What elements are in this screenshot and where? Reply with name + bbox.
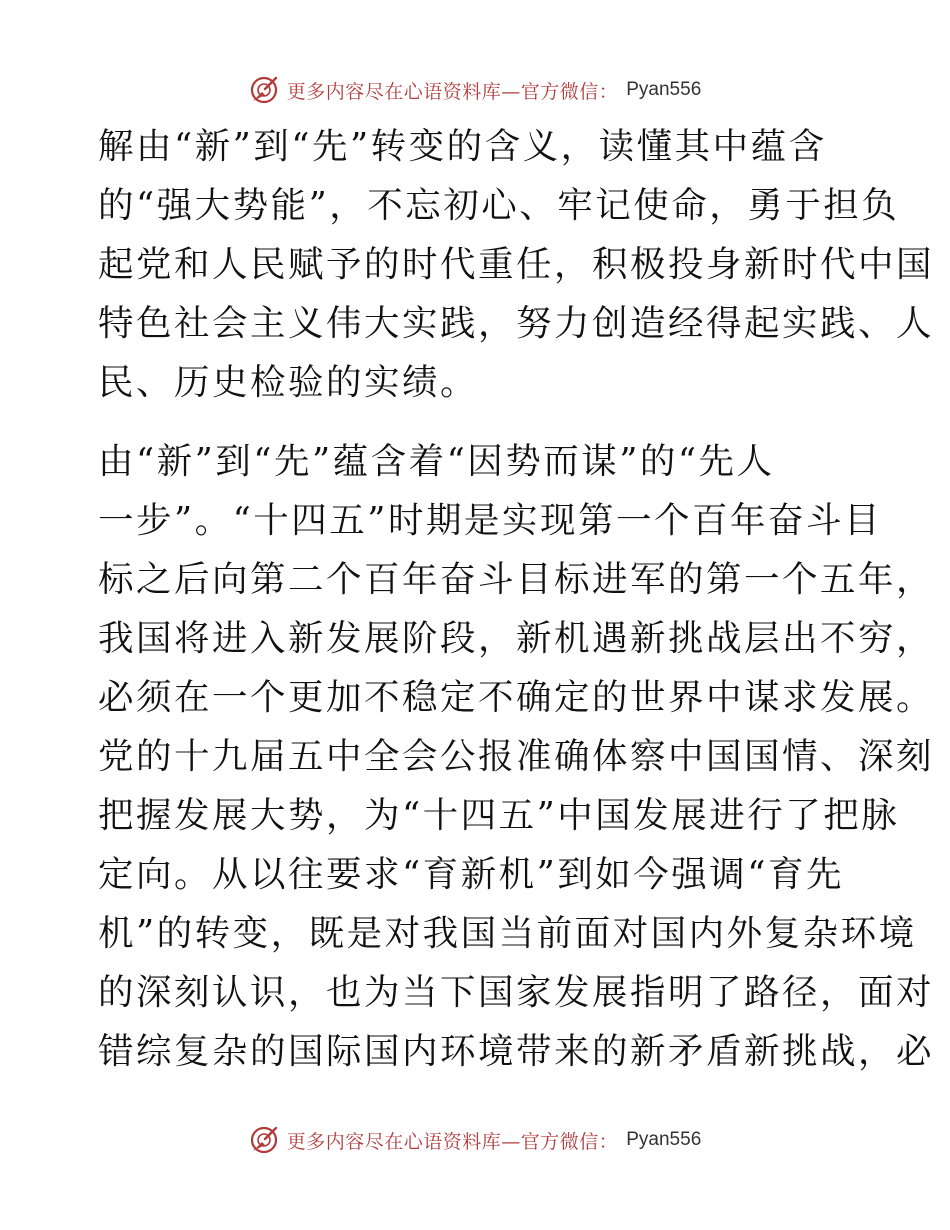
watermark-brand: Pyan556 — [626, 1129, 702, 1150]
text-line: 错综复杂的国际国内环境带来的新矛盾新挑战，必 — [98, 1031, 935, 1072]
text-line: 把握发展大势，为“十四五”中国发展进行了把脉 — [98, 795, 900, 836]
footer-watermark — [0, 1120, 950, 1160]
paragraph-2 — [98, 432, 935, 1081]
header-watermark — [0, 70, 950, 110]
text-line: 特色社会主义伟大实践，努力创造经得起实践、人 — [98, 303, 935, 344]
text-line: 的“强大势能”，不忘初心、牢记使命，勇于担负 — [98, 185, 900, 226]
pen-logo-icon — [249, 75, 279, 105]
watermark-brand: Pyan556 — [626, 79, 702, 100]
text-line: 党的十九届五中全会公报准确体察中国国情、深刻 — [98, 736, 935, 777]
watermark-text: 更多内容尽在心语资料库—官方微信： — [286, 80, 619, 103]
text-line: 标之后向第二个百年奋斗目标进军的第一个五年， — [98, 559, 935, 600]
watermark-text: 更多内容尽在心语资料库—官方微信： — [286, 1130, 619, 1153]
text-line: 起党和人民赋予的时代重任，积极投身新时代中国 — [98, 244, 935, 285]
text-line: 必须在一个更加不稳定不确定的世界中谋求发展。 — [98, 677, 935, 718]
pen-logo-icon — [249, 1125, 279, 1155]
text-line: 由“新”到“先”蕴含着“因势而谋”的“先人 — [98, 441, 775, 482]
body-text — [98, 117, 935, 1081]
text-line: 的深刻认识，也为当下国家发展指明了路径，面对 — [98, 972, 935, 1013]
text-line: 解由“新”到“先”转变的含义，读懂其中蕴含 — [98, 126, 827, 167]
text-line: 我国将进入新发展阶段，新机遇新挑战层出不穷， — [98, 618, 935, 659]
text-line: 一步”。“十四五”时期是实现第一个百年奋斗目 — [98, 500, 882, 541]
text-line: 机”的转变，既是对我国当前面对国内外复杂环境 — [98, 913, 917, 954]
text-line: 定向。从以往要求“育新机”到如今强调“育先 — [98, 854, 844, 895]
paragraph-gap — [98, 412, 858, 432]
paragraph-1 — [98, 117, 935, 412]
text-line: 民、历史检验的实绩。 — [98, 362, 479, 403]
